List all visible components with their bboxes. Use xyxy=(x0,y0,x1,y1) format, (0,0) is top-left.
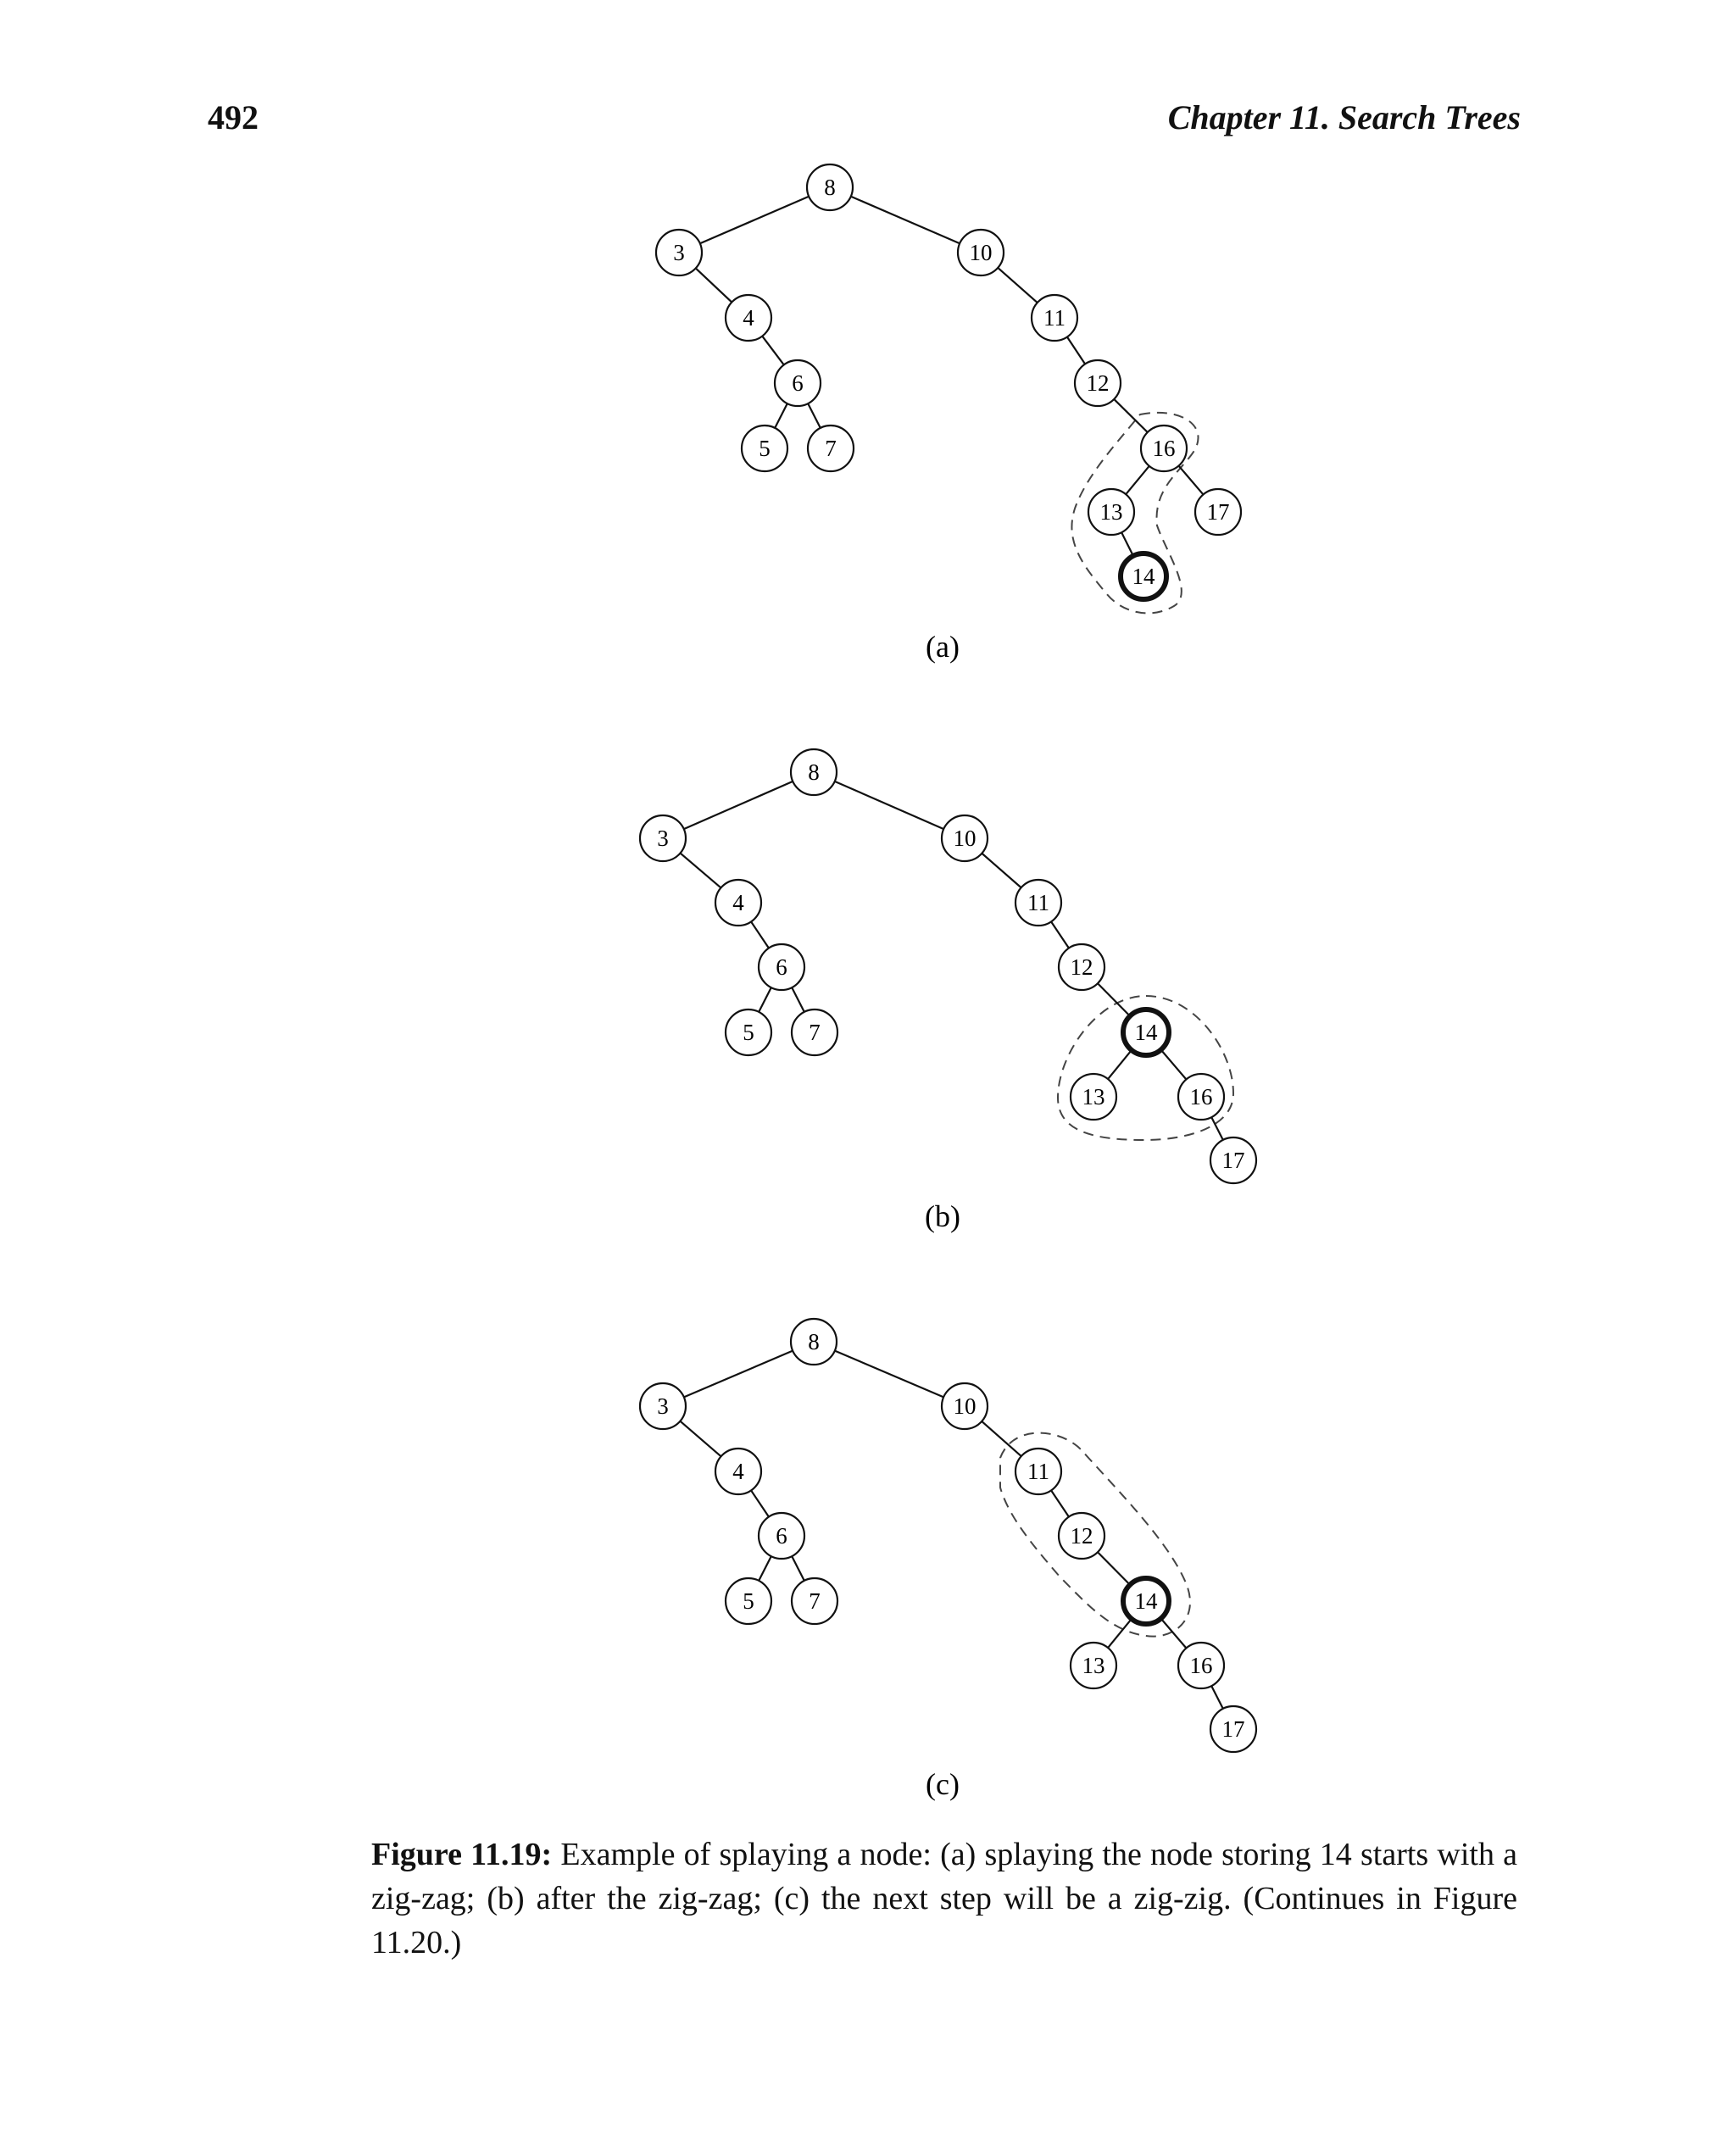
node-key: 11 xyxy=(1027,890,1049,915)
tree-node xyxy=(1088,489,1134,535)
tree-node xyxy=(1015,880,1061,926)
tree-node xyxy=(726,1009,771,1055)
panel-label: (a) xyxy=(926,630,960,664)
tree-edge xyxy=(1051,921,1069,948)
tree-node xyxy=(958,230,1004,275)
tree-node xyxy=(808,425,854,471)
tree-edge xyxy=(1114,399,1148,432)
tree-node xyxy=(1123,1009,1169,1055)
caption-text: Example of splaying a node: (a) splaying the node storing 14 starts with a zig-zag; (b) after the zig-zag; (c) the next step will be a zig-zig. (Continues in Figure 11.20.) xyxy=(371,1837,1518,1960)
node-key: 7 xyxy=(809,1588,821,1614)
tree-node xyxy=(1015,1449,1061,1494)
tree-edge xyxy=(696,268,732,302)
node-key: 10 xyxy=(969,240,993,265)
node-key: 16 xyxy=(1189,1084,1213,1109)
tree-node xyxy=(715,1449,761,1494)
tree-edge xyxy=(998,268,1038,303)
tree-node xyxy=(791,1319,837,1365)
figure-caption xyxy=(371,1832,1517,1965)
node-key: 5 xyxy=(743,1020,754,1045)
node-key: 3 xyxy=(657,1393,669,1419)
tree-edge xyxy=(751,1490,769,1516)
tree-node xyxy=(1071,1643,1116,1688)
node-key: 7 xyxy=(825,436,837,461)
tree-edge xyxy=(1121,532,1133,556)
node-key: 14 xyxy=(1132,564,1155,589)
tree-edge xyxy=(1179,466,1204,495)
tree-edge xyxy=(1051,1490,1069,1516)
tree-panel-a xyxy=(656,164,1241,664)
tree-panel-b xyxy=(640,749,1256,1233)
tree-edge xyxy=(982,854,1021,887)
tree-edge xyxy=(792,987,804,1012)
tree-edge xyxy=(681,854,721,888)
tree-edge xyxy=(792,1556,804,1581)
tree-edge xyxy=(808,403,821,428)
node-key: 3 xyxy=(673,240,685,265)
tree-edge xyxy=(1098,1552,1130,1585)
tree-node xyxy=(1195,489,1241,535)
node-key: 17 xyxy=(1221,1716,1245,1742)
node-key: 14 xyxy=(1134,1588,1158,1614)
tree-node xyxy=(1121,553,1166,599)
tree-edge xyxy=(1108,1619,1132,1648)
panel-label: (b) xyxy=(925,1199,960,1233)
node-key: 6 xyxy=(776,1523,787,1549)
node-key: 5 xyxy=(743,1588,754,1614)
node-key: 11 xyxy=(1043,305,1066,331)
tree-node xyxy=(759,944,804,990)
tree-edge xyxy=(1067,337,1085,364)
tree-edge xyxy=(1108,1050,1132,1079)
node-key: 7 xyxy=(809,1020,821,1045)
node-key: 12 xyxy=(1070,1523,1093,1549)
node-key: 8 xyxy=(824,175,836,200)
node-key: 10 xyxy=(953,826,976,851)
node-key: 13 xyxy=(1082,1084,1105,1109)
node-key: 6 xyxy=(792,370,804,396)
tree-node xyxy=(759,1513,804,1559)
node-key: 13 xyxy=(1099,499,1123,525)
node-key: 12 xyxy=(1086,370,1110,396)
node-key: 6 xyxy=(776,954,787,980)
tree-node xyxy=(715,880,761,926)
tree-node xyxy=(1141,425,1187,471)
node-key: 8 xyxy=(808,759,820,785)
node-key: 17 xyxy=(1221,1148,1245,1173)
node-key: 10 xyxy=(953,1393,976,1419)
tree-edge xyxy=(1211,1686,1223,1709)
tree-node xyxy=(656,230,702,275)
tree-edge xyxy=(835,781,944,829)
page-number: 492 xyxy=(208,98,259,136)
panel-label: (c) xyxy=(926,1767,960,1801)
node-key: 5 xyxy=(759,436,771,461)
tree-node xyxy=(1059,1513,1104,1559)
tree-edge xyxy=(1126,466,1149,494)
tree-node xyxy=(1075,360,1121,406)
tree-node xyxy=(726,1578,771,1624)
tree-node xyxy=(1210,1706,1256,1752)
tree-edge xyxy=(759,1556,771,1581)
tree-edge xyxy=(751,921,769,948)
tree-node xyxy=(791,749,837,795)
node-key: 14 xyxy=(1134,1020,1158,1045)
node-key: 4 xyxy=(743,305,754,331)
tree-node xyxy=(1178,1074,1224,1120)
tree-node xyxy=(792,1009,837,1055)
node-key: 4 xyxy=(732,1459,744,1484)
tree-node xyxy=(726,295,771,341)
tree-node xyxy=(942,815,988,861)
tree-node xyxy=(1178,1643,1224,1688)
node-key: 12 xyxy=(1070,954,1093,980)
node-key: 11 xyxy=(1027,1459,1049,1484)
tree-node xyxy=(942,1383,988,1429)
tree-node xyxy=(1123,1578,1169,1624)
tree-node xyxy=(792,1578,837,1624)
tree-node xyxy=(1032,295,1077,341)
tree-node xyxy=(1071,1074,1116,1120)
tree-node xyxy=(1210,1137,1256,1183)
tree-edge xyxy=(680,1421,721,1457)
tree-node xyxy=(640,815,686,861)
tree-node xyxy=(1059,944,1104,990)
tree-edge xyxy=(775,403,787,428)
caption-label: Figure 11.19: xyxy=(371,1837,553,1872)
tree-edge xyxy=(1211,1117,1223,1140)
tree-node xyxy=(775,360,821,406)
tree-edge xyxy=(684,1351,793,1398)
node-key: 13 xyxy=(1082,1653,1105,1678)
node-key: 4 xyxy=(732,890,744,915)
node-key: 16 xyxy=(1189,1653,1213,1678)
tree-node xyxy=(640,1383,686,1429)
tree-node xyxy=(742,425,787,471)
tree-edge xyxy=(759,987,771,1012)
running-head: Chapter 11. Search Trees xyxy=(1167,98,1521,136)
tree-edge xyxy=(762,336,784,365)
tree-edge xyxy=(700,197,809,244)
tree-edge xyxy=(1161,1050,1187,1080)
tree-edge xyxy=(835,1351,943,1398)
node-key: 8 xyxy=(808,1329,820,1354)
node-key: 17 xyxy=(1206,499,1230,525)
tree-edge xyxy=(851,197,960,244)
tree-edge xyxy=(684,781,793,829)
node-key: 16 xyxy=(1152,436,1176,461)
node-key: 3 xyxy=(657,826,669,851)
tree-panel-c xyxy=(640,1319,1256,1801)
tree-node xyxy=(807,164,853,210)
